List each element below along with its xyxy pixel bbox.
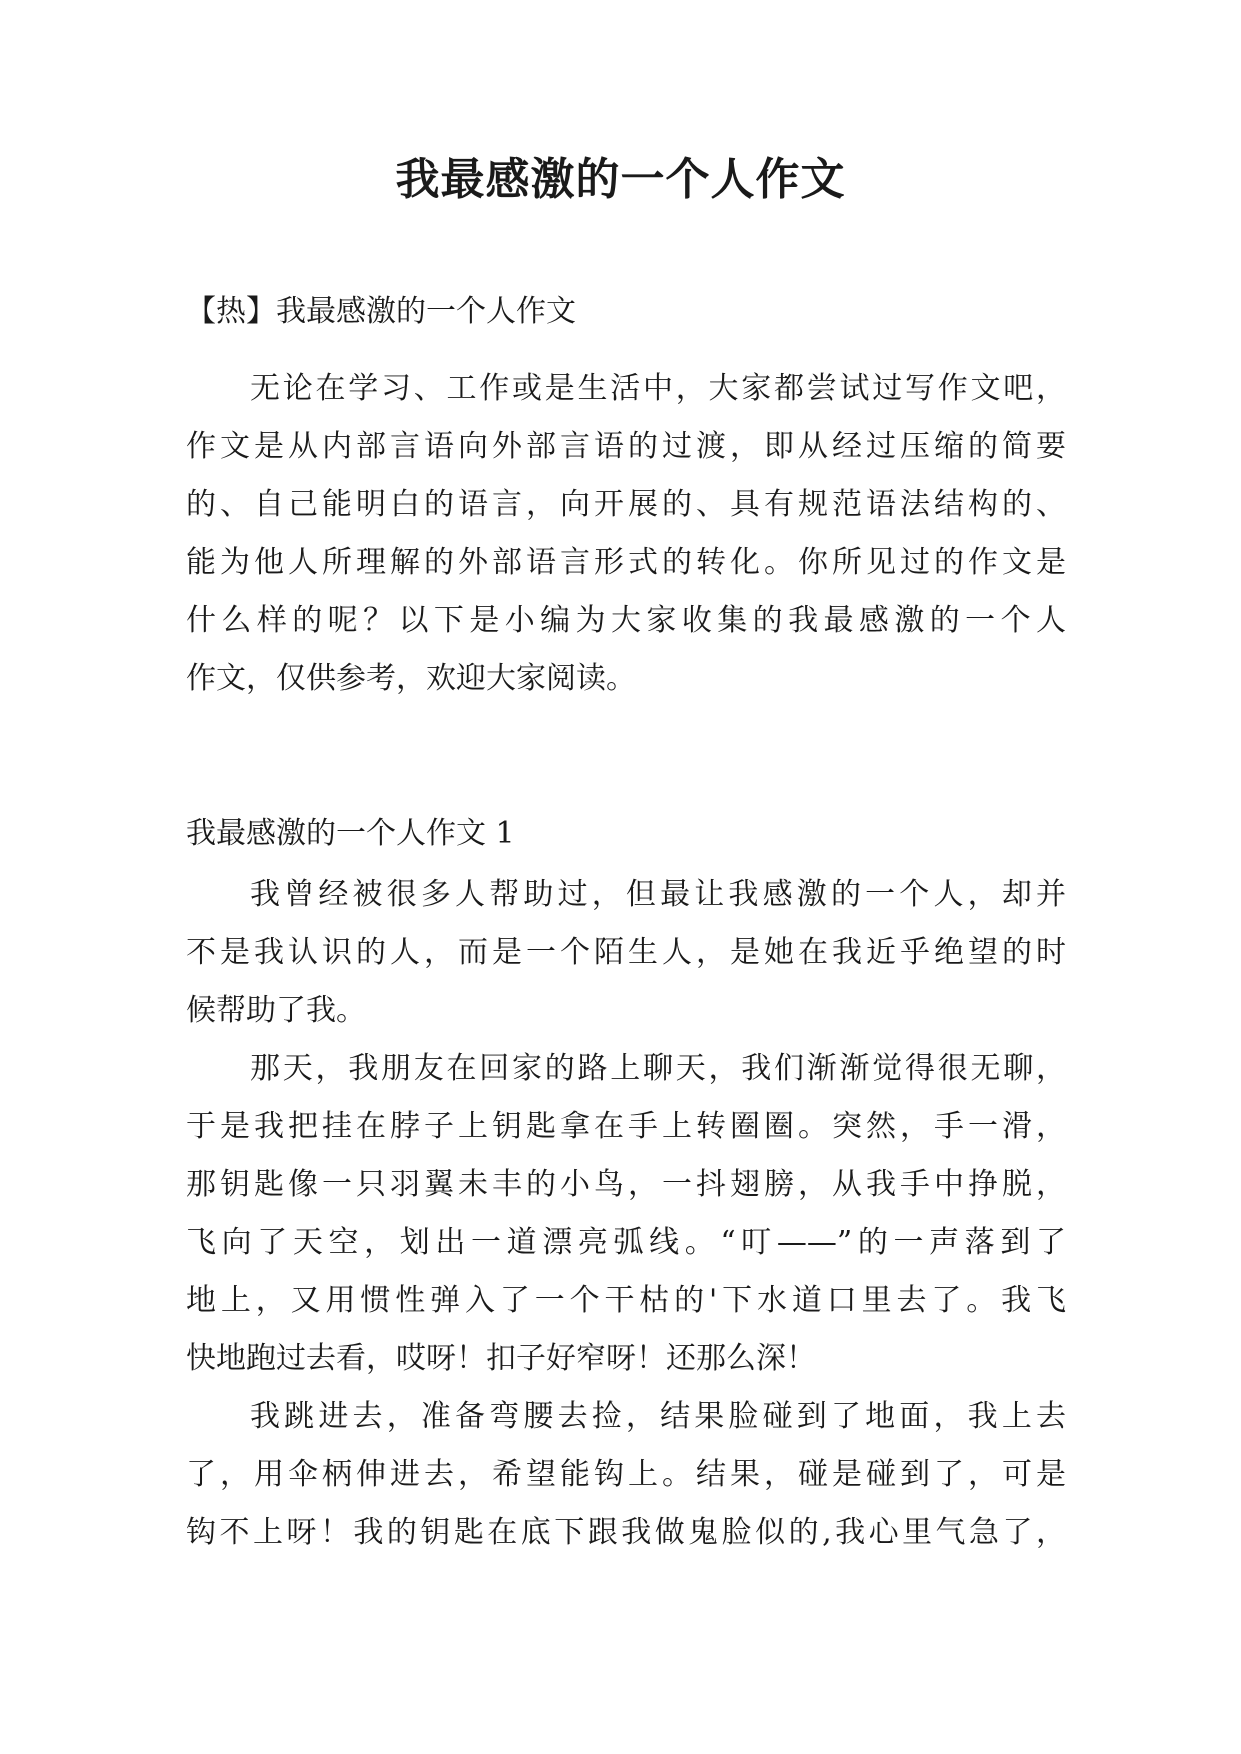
paragraph-line: 钩不上呀！我的钥匙在底下跟我做鬼脸似的,我心里气急了， [186, 1515, 1066, 1550]
body-paragraph-1 [186, 866, 1066, 1040]
document-title: 我最感激的一个人作文 [395, 154, 846, 205]
body-paragraph-2 [186, 1040, 1066, 1388]
paragraph-line: 能为他人所理解的外部语言形式的转化。你所见过的作文是 [186, 545, 1066, 580]
paragraph-line: 那天，我朋友在回家的路上聊天，我们渐渐觉得很无聊， [250, 1051, 1066, 1086]
paragraph-line: 的、自己能明白的语言，向开展的、具有规范语法结构的、 [186, 487, 1066, 522]
paragraph-line: 我跳进去，准备弯腰去捡，结果脸碰到了地面，我上去 [250, 1399, 1066, 1434]
paragraph-line: 无论在学习、工作或是生活中，大家都尝试过写作文吧， [250, 371, 1066, 406]
paragraph-line: 地上，又用惯性弹入了一个干枯的'下水道口里去了。我飞 [186, 1283, 1066, 1318]
paragraph-line: 于是我把挂在脖子上钥匙拿在手上转圈圈。突然，手一滑， [186, 1109, 1066, 1144]
paragraph-line: 作文是从内部言语向外部言语的过渡，即从经过压缩的简要 [186, 429, 1066, 464]
body-paragraph-3 [186, 1388, 1066, 1562]
paragraph-line: 什么样的呢？以下是小编为大家收集的我最感激的一个人 [186, 603, 1066, 638]
paragraph-line: 候帮助了我。 [186, 993, 366, 1028]
section-heading: 我最感激的一个人作文 1 [186, 816, 515, 851]
paragraph-line: 飞向了天空，划出一道漂亮弧线。“叮——”的一声落到了 [186, 1225, 1066, 1260]
paragraph-line: 那钥匙像一只羽翼未丰的小鸟，一抖翅膀，从我手中挣脱， [186, 1167, 1066, 1202]
paragraph-line: 不是我认识的人，而是一个陌生人，是她在我近乎绝望的时 [186, 935, 1066, 970]
paragraph-line: 作文，仅供参考，欢迎大家阅读。 [186, 661, 636, 696]
paragraph-line: 了，用伞柄伸进去，希望能钩上。结果，碰是碰到了，可是 [186, 1457, 1066, 1492]
paragraph-line: 我曾经被很多人帮助过，但最让我感激的一个人，却并 [250, 877, 1066, 912]
document-subtitle: 【热】我最感激的一个人作文 [186, 294, 576, 329]
paragraph-line: 快地跑过去看，哎呀！扣子好窄呀！还那么深！ [186, 1341, 816, 1376]
intro-paragraph [186, 360, 1066, 708]
